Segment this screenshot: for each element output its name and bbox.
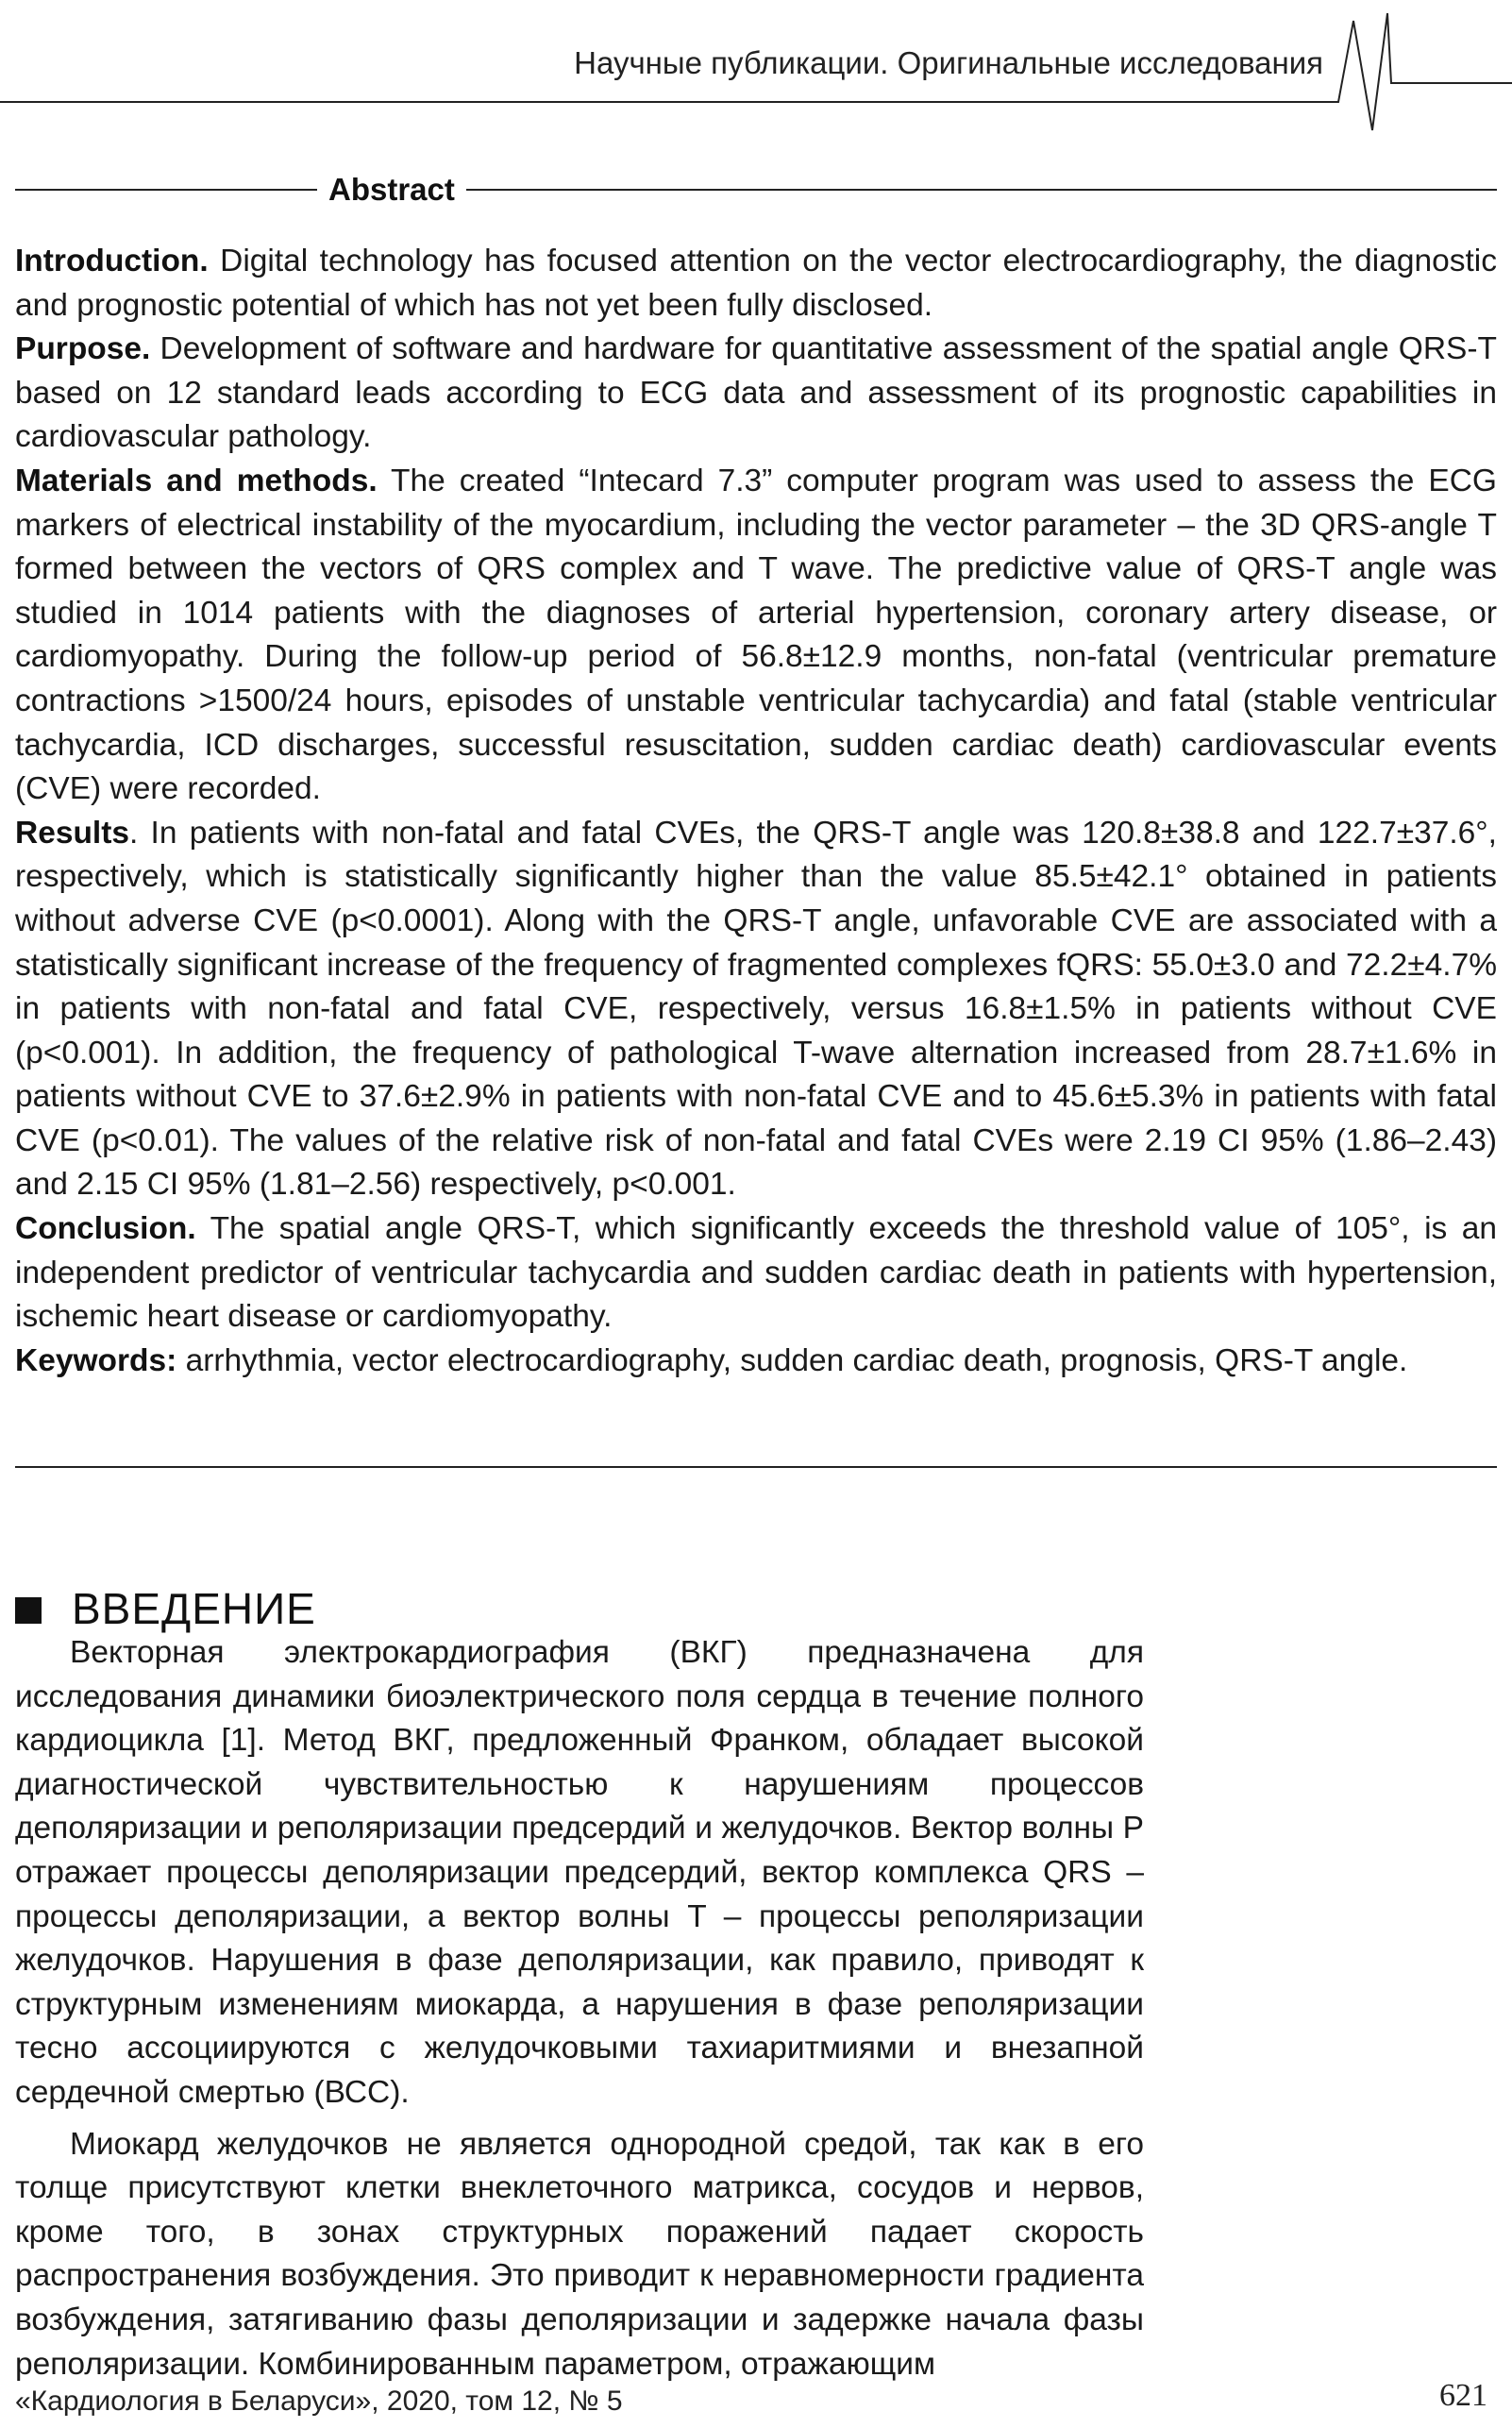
abstract-section-text: arrhythmia, vector electrocardiography, sudden cardiac death, prognosis, QRS-T angle. (176, 1342, 1408, 1378)
abstract-section-text: The spatial angle QRS-T, which significantly exceeds the threshold value of 105°, is an independent predictor of ventricular tachycardia and sudden cardiac death in patients with hypertension, ischemic heart disease or cardiomyopathy. (15, 1211, 1497, 1335)
abstract-section-label: Introduction. (15, 244, 209, 278)
abstract-section-label: Materials and methods. (15, 463, 378, 498)
running-header: Научные публикации. Оригинальные исследования (574, 45, 1323, 80)
footer-journal-citation: «Кардиология в Беларуси», 2020, том 12, № 5 (15, 2386, 623, 2417)
abstract-introduction (15, 240, 1497, 328)
section-heading-text: ВВЕДЕНИЕ (72, 1584, 316, 1633)
section-heading-introduction (15, 1583, 316, 1634)
abstract-heading-label: Abstract (328, 172, 455, 207)
introduction-body (15, 1631, 1144, 2394)
abstract-keywords (15, 1340, 1497, 1384)
abstract-section-text: Digital technology has focused attention on the vector electrocardiography, the diagnostic and prognostic potential of which has not yet been fully disclosed. (15, 244, 1497, 323)
abstract-body (15, 240, 1497, 1383)
abstract-section-label: Keywords: (15, 1342, 177, 1378)
abstract-section-text: Development of software and hardware for quantitative assessment of the spatial angle QRS-T based on 12 standard leads according to ECG data and assessment of its prognostic capabilities in cardiovascular pathology. (15, 331, 1497, 455)
abstract-purpose (15, 328, 1497, 460)
abstract-end-divider (15, 1466, 1497, 1468)
square-bullet-icon (15, 1597, 42, 1624)
abstract-methods (15, 460, 1497, 812)
abstract-heading-rule-left (15, 189, 317, 191)
abstract-section-label: Purpose. (15, 331, 151, 367)
abstract-section-label: Results (15, 815, 130, 851)
abstract-heading-rule-right (466, 189, 1497, 191)
abstract-heading (15, 172, 1497, 208)
page-number: 621 (1439, 2378, 1487, 2413)
abstract-section-text: The created “Intecard 7.3” computer program was used to assess the ECG markers of electrical instability of the myocardium, including the vector parameter – the 3D QRS-angle T formed between the vectors of QRS complex and T wave. The predictive value of QRS-T angle was studied in 1014 patients with the diagnoses of arterial hypertension, coronary artery disease, or cardiomyopathy. During the follow-up period of 56.8±12.9 months, non-fatal (ventricular premature contractions >1500/24 hours, episodes of unstable ventricular tachycardia) and fatal (stable ventricular tachycardia, ICD discharges, successful resuscitation, sudden cardiac death) cardiovascular events (CVE) were recorded. (15, 463, 1497, 807)
abstract-section-label: Conclusion. (15, 1211, 196, 1247)
body-paragraph: Миокард желудочков не является однородной средой, так как в его толще присутствуют клетки внеклеточного матрикса, сосудов и нервов, кроме того, в зонах структурных поражений падает скорость распространения возбуждения. Это приводит к неравномерности градиента возбуждения, затягиванию фазы деполяризации и задержке начала фазы реполяризации. Комбинированным параметром, отражающим (15, 2126, 1144, 2382)
body-paragraph: Векторная электрокардиография (ВКГ) предназначена для исследования динамики биоэлектрического поля сердца в течение полного кардиоцикла [1]. Метод ВКГ, предложенный Франком, обладает высокой диагностической чувствительностью к нарушениям процессов деполяризации и реполяризации предсердий и желудочков. Вектор волны P отражает процессы деполяризации предсердий, вектор комплекса QRS – процессы деполяризации, а вектор волны T – процессы реполяризации желудочков. Нарушения в фазе деполяризации, как правило, приводят к структурным изменениям миокарда, а нарушения в фазе реполяризации тесно ассоциируются с желудочковыми тахиаритмиями и внезапной сердечной смертью (ВСС). (15, 1635, 1144, 2110)
abstract-section-text: . In patients with non-fatal and fatal CVEs, the QRS-T angle was 120.8±38.8 and 122.7±37.6°, respectively, which is statistically significantly higher than the value 85.5±42.1° obtained in patients without adverse CVE (p<0.0001). Along with the QRS-T angle, unfavorable CVE are associated with a statistically significant increase of the frequency of fragmented complexes fQRS: 55.0±3.0 and 72.2±4.7% in patients with non-fatal and fatal CVE, respectively, versus 16.8±1.5% in patients without CVE (p<0.001). In addition, the frequency of pathological T-wave alternation increased from 28.7±1.6% in patients without CVE to 37.6±2.9% in patients with non-fatal CVE and to 45.6±5.3% in patients with fatal CVE (p<0.01). The values of the relative risk of non-fatal and fatal CVEs were 2.19 CI 95% (1.86–2.43) and 2.15 CI 95% (1.81–2.56) respectively, p<0.001. (15, 815, 1497, 1203)
abstract-results (15, 812, 1497, 1207)
abstract-conclusion (15, 1207, 1497, 1340)
